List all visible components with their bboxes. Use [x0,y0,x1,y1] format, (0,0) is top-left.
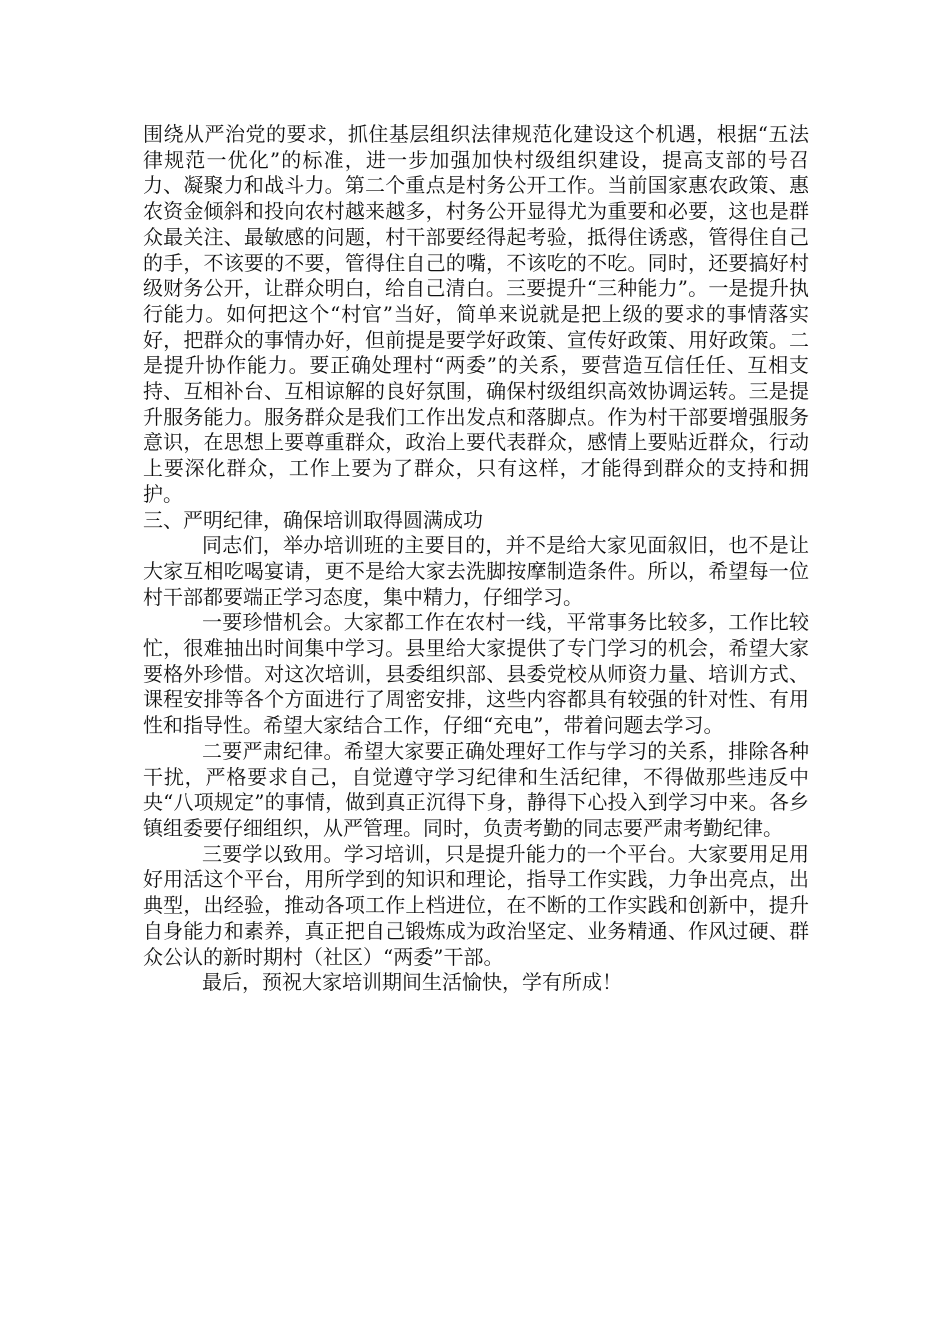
paragraph: 三要学以致用。学习培训，只是提升能力的一个平台。大家要用足用好用活这个平台，用所学到的知识和理论，指导工作实践，力争出亮点，出典型，出经验，推动各项工作上档进位，在不断的工作实践和创新中，提升自身能力和素养，真正把自己锻炼成为政治坚定、业务精通、作风过硬、群众公认的新时期村（社区）“两委”干部。 [143,841,809,969]
paragraph: 一要珍惜机会。大家都工作在农村一线，平常事务比较多，工作比较忙，很难抽出时间集中学习。县里给大家提供了专门学习的机会，希望大家要格外珍惜。对这次培训，县委组织部、县委党校从师资力量、培训方式、课程安排等各个方面进行了周密安排，这些内容都具有较强的针对性、有用性和指导性。希望大家结合工作，仔细“充电”，带着问题去学习。 [143,610,809,738]
section-heading: 三、严明纪律，确保培训取得圆满成功 [143,507,483,532]
paragraph: 同志们，举办培训班的主要目的，并不是给大家见面叙旧，也不是让大家互相吃喝宴请，更不是给大家去洗脚按摩制造条件。所以，希望每一位村干部都要端正学习态度，集中精力，仔细学习。 [143,533,809,609]
paragraph-continued: 围绕从严治党的要求，抓住基层组织法律规范化建设这个机遇，根据“五法律规范一优化”的标准，进一步加强加快村级组织建设，提高支部的号召力、凝聚力和战斗力。第二个重点是村务公开工作。当前国家惠农政策、惠农资金倾斜和投向农村越来越多，村务公开显得尤为重要和必要，这也是群众最关注、最敏感的问题，村干部要经得起考验，抵得住诱惑，管得住自己的手，不该要的不要，管得住自己的嘴，不该吃的不吃。同时，还要搞好村级财务公开，让群众明白，给自己清白。三要提升“三种能力”。一是提升执行能力。如何把这个“村官”当好，简单来说就是把上级的要求的事情落实好，把群众的事情办好，但前提是要学好政策、宣传好政策、用好政策。二是提升协作能力。要正确处理村“两委”的关系，要营造互信任任、互相支持、互相补台、互相谅解的良好氛围，确保村级组织高效协调运转。三是提升服务能力。服务群众是我们工作出发点和落脚点。作为村干部要增强服务意识，在思想上要尊重群众，政治上要代表群众，感情上要贴近群众，行动上要深化群众，工作上要为了群众，只有这样，才能得到群众的支持和拥护。 [143,122,809,506]
document-body [143,122,809,996]
paragraph: 二要严肃纪律。希望大家要正确处理好工作与学习的关系，排除各种干扰，严格要求自己，自觉遵守学习纪律和生活纪律，不得做那些违反中央“八项规定”的事情，做到真正沉得下身，静得下心投入到学习中来。各乡镇组委要仔细组织，从严管理。同时，负责考勤的同志要严肃考勤纪律。 [143,738,809,840]
closing-paragraph: 最后，预祝大家培训期间生活愉快，学有所成！ [202,970,622,995]
